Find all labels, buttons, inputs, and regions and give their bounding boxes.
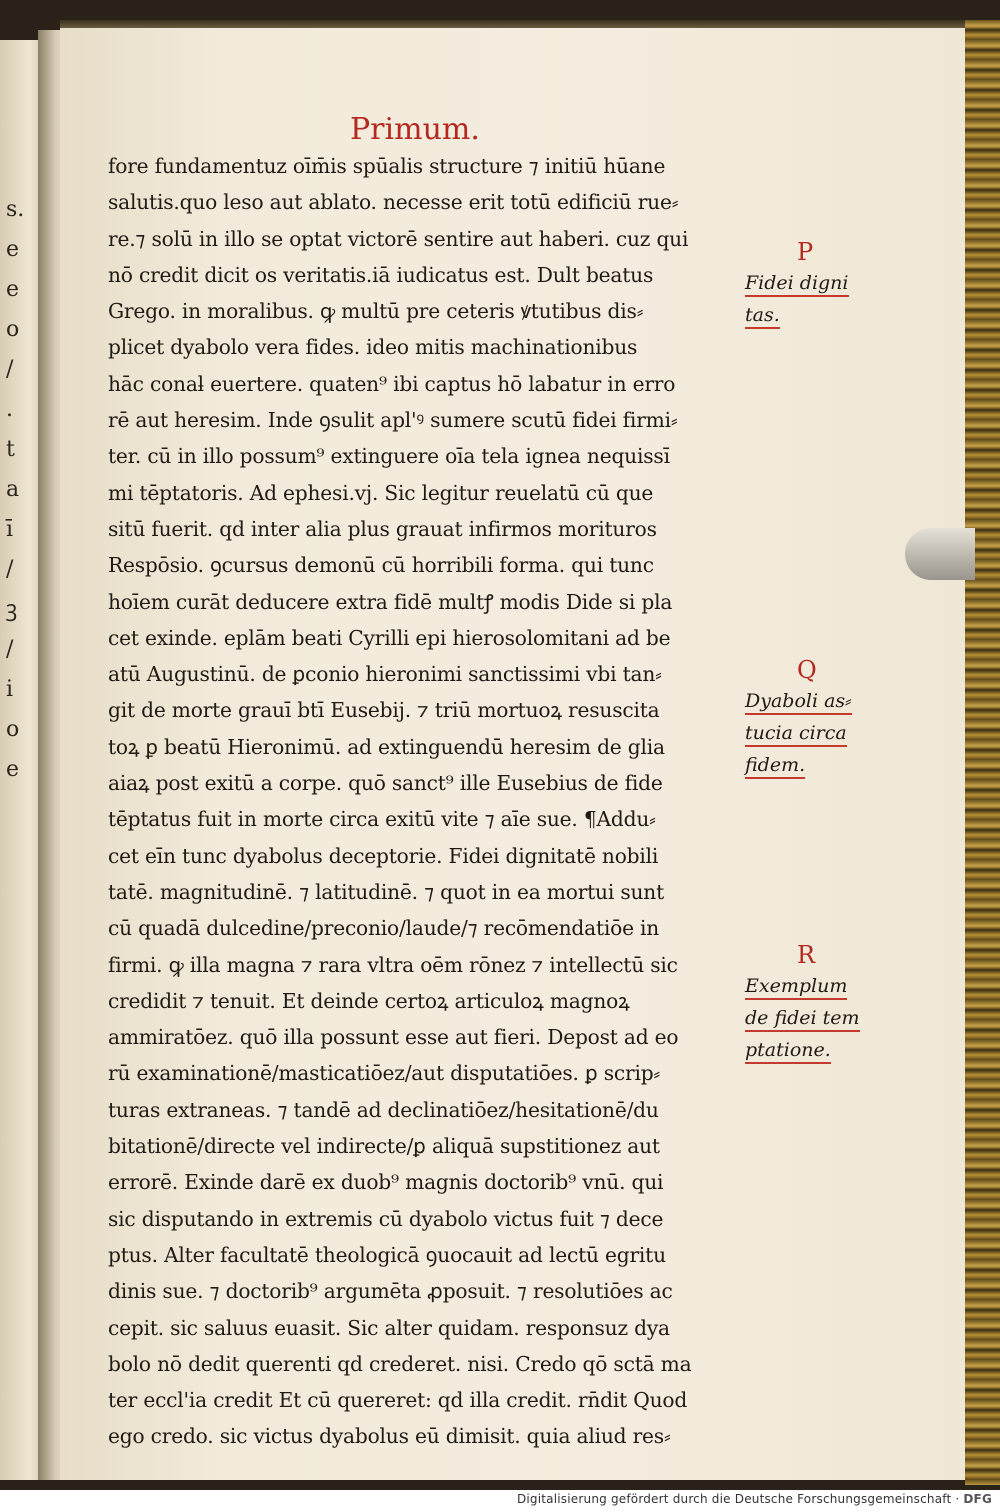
text-line: toꝝ ꝑ beatū Hieronimū. ad extinguendū heresim de glia <box>108 734 665 759</box>
text-line: dinis sue. ⁊ doctorib⁹ argumēta ꝓposuit. ⁊ resolutiōes ac <box>108 1279 673 1304</box>
text-line: re.⁊ solū in illo se optat victorē sentire aut haberi. cuz qui <box>108 226 689 251</box>
margin-note-line: Exemplum <box>745 970 860 1002</box>
text-line: sitū fuerit. qd inter alia plus grauat infirmos morituros <box>108 516 657 541</box>
left-page-fragment: e <box>6 757 20 782</box>
margin-note-letter: R <box>797 941 816 969</box>
text-line: Grego. in moralibus. ꝙ multū pre ceteris ꝟtutibus dis⸗ <box>108 299 644 324</box>
margin-note-q <box>745 655 852 781</box>
margin-note-letter: P <box>797 238 814 266</box>
margin-note-line: tucia circa <box>745 717 852 749</box>
text-line: ptus. Alter facultatē theologicā ꝯuocauit ad lectū egritu <box>108 1242 666 1267</box>
left-page-fragment: i <box>6 677 14 702</box>
margin-note-r <box>745 940 860 1066</box>
text-line: ammiratōez. quō illa possunt esse aut fieri. Depost ad eo <box>108 1025 679 1050</box>
text-line: hāc conaƚ euertere. quaten⁹ ibi captus hō labatur in erro <box>108 371 676 396</box>
text-line: ter. cū in illo possum⁹ extinguere oīa tela ignea nequissī <box>108 444 670 469</box>
left-page-fragment: . <box>6 397 13 422</box>
text-line: bitationē/directe vel indirecte/ꝑ aliquā supstitionez aut <box>108 1134 660 1159</box>
text-line: bolo nō dedit querenti qd crederet. nisi. Credo qō sctā ma <box>108 1351 692 1376</box>
page-clip <box>905 528 975 580</box>
text-line: cū quadā dulcedine/preconio/laude/⁊ recōmendatiōe in <box>108 916 660 941</box>
text-line: credidit ⁊ tenuit. Et deinde certoꝝ articuloꝝ magnoꝝ <box>108 988 630 1013</box>
dfg-logo: DFG <box>963 1492 992 1506</box>
text-line: git de morte grauī btī Eusebij. ⁊ triū mortuoꝝ resuscita <box>108 698 660 723</box>
left-page-fragment: ī <box>6 517 14 542</box>
text-line: cepit. sic saluus euasit. Sic alter quidam. responsuz dya <box>108 1315 670 1340</box>
text-line: firmi. ꝙ illa magna ⁊ rara vltra oēm rōnez ⁊ intellectū sic <box>108 952 678 977</box>
left-page-fragment: o <box>6 717 20 742</box>
left-page-fragment: s. <box>6 197 25 222</box>
left-page-fragment: / <box>6 357 14 382</box>
credit-text: Digitalisierung gefördert durch die Deutsche Forschungsgemeinschaft · <box>516 1492 960 1506</box>
main-text-block <box>108 148 748 1455</box>
text-line: tatē. magnitudinē. ⁊ latitudinē. ⁊ quot in ea mortui sunt <box>108 879 665 904</box>
text-line: errorē. Exinde darē ex duob⁹ magnis doctorib⁹ vnū. qui <box>108 1170 664 1195</box>
margin-note-line: ptatione. <box>745 1034 860 1066</box>
margin-note-p <box>745 237 849 331</box>
margin-note-line: Dyaboli as⸗ <box>745 685 852 717</box>
margin-note-letter: Q <box>797 656 817 684</box>
digitization-credit <box>517 1492 992 1506</box>
text-line: hoīem curāt deducere extra fidē multꝭ modis Dide si pla <box>108 589 673 614</box>
margin-note-line: de fidei tem <box>745 1002 860 1034</box>
text-line: nō credit dicit os veritatis.iā iudicatus est. Dult beatus <box>108 262 654 287</box>
text-line: turas extraneas. ⁊ tandē ad declinatiōez/hesitationē/du <box>108 1097 659 1122</box>
margin-note-line: Fidei digni <box>745 267 849 299</box>
text-line: salutis.quo leso aut ablato. necesse erit totū edificiū rue⸗ <box>108 190 679 215</box>
text-line: cet exinde. eplām beati Cyrilli epi hierosolomitani ad be <box>108 625 671 650</box>
text-line: Respōsio. ꝯcursus demonū cū horribili forma. qui tunc <box>108 553 654 578</box>
text-line: ego credo. sic victus dyabolus eū dimisit. quia aliud res⸗ <box>108 1424 671 1449</box>
text-line: fore fundamentuz oīm̄is spūalis structure ⁊ initiū hūane <box>108 154 666 178</box>
text-line: tēptatus fuit in morte circa exitū vite ⁊ aīe sue. ¶Addu⸗ <box>108 807 656 832</box>
left-page-fragment: t <box>6 437 15 462</box>
left-page-fragments <box>6 190 36 790</box>
left-page-fragment: a <box>6 477 20 502</box>
text-line: cet eīn tunc dyabolus deceptorie. Fidei dignitatē nobili <box>108 843 659 868</box>
left-page-fragment: o <box>6 317 20 342</box>
gilt-border <box>965 20 1000 1485</box>
text-line: rē aut heresim. Inde ꝯsulit apl'ꝰ sumere scutū fidei firmi⸗ <box>108 408 678 433</box>
page-title-text: Primum. <box>350 112 480 147</box>
margin-note-line: tas. <box>745 299 849 331</box>
text-line: mi tēptatoris. Ad ephesi.vj. Sic legitur reuelatū cū que <box>108 480 654 505</box>
text-line: sic disputando in extremis cū dyabolo victus fuit ⁊ dece <box>108 1206 664 1231</box>
text-line: aiaꝝ post exitū a corpe. quō sanct⁹ ille Eusebius de fide <box>108 771 663 796</box>
left-page-fragment: / <box>6 637 14 662</box>
text-line: atū Augustinū. de ꝑconio hieronimi sanctissimi vbi tan⸗ <box>108 662 662 687</box>
page-title <box>350 112 500 147</box>
text-line: ter eccl'ia credit Et cū quereret: qd illa credit. rn̄dit Quod <box>108 1388 688 1413</box>
left-page-fragment: e <box>6 277 20 302</box>
text-line: rū examinationē/masticatiōez/aut disputatiōes. ꝑ scrip⸗ <box>108 1061 660 1086</box>
left-page-fragment: / <box>6 557 14 582</box>
left-page-fragment: ꝫ <box>6 597 18 622</box>
left-page-fragment: e <box>6 237 20 262</box>
text-line: plicet dyabolo vera fides. ideo mitis machinationibus <box>108 335 638 360</box>
margin-note-line: fidem. <box>745 749 852 781</box>
